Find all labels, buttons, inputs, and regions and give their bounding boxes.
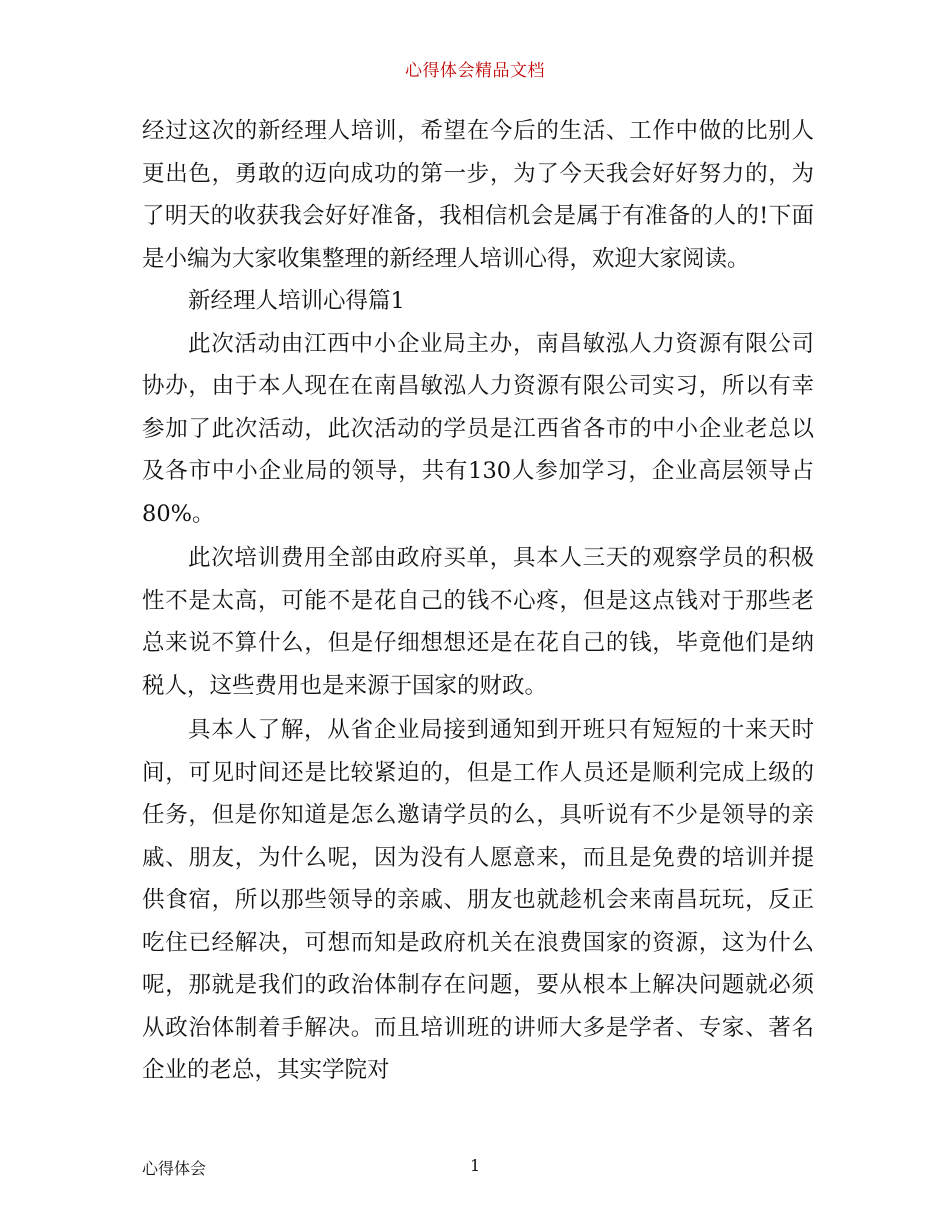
intro-paragraph: 经过这次的新经理人培训，希望在今后的生活、工作中做的比别人更出色，勇敢的迈向成功的第一步，为了今天我会好好努力的，为了明天的收获我会好好准备，我相信机会是属于有准备的人的!下面是小编为大家收集整理的新经理人培训心得，欢迎大家阅读。 — [142, 118, 814, 272]
body-paragraph: 具本人了解，从省企业局接到通知到开班只有短短的十来天时间，可见时间还是比较紧迫的，但是工作人员还是顺利完成上级的任务，但是你知道是怎么邀请学员的么，具听说有不少是领导的亲戚、朋友，为什么呢，因为没有人愿意来，而且是免费的培训并提供食宿，所以那些领导的亲戚、朋友也就趁机会来南昌玩玩，反正吃住已经解决，可想而知是政府机关在浪费国家的资源，这为什么呢，那就是我们的政治体制存在问题，要从根本上解决问题就必须从政治体制着手解决。而且培训班的讲师大多是学者、专家、著名企业的老总，其实学院对 — [142, 717, 814, 1083]
document-body — [142, 110, 814, 1092]
page-header-title: 心得体会精品文档 — [405, 61, 545, 81]
page-footer-label: 心得体会 — [142, 1159, 207, 1178]
body-paragraph: 此次培训费用全部由政府买单，具本人三天的观察学员的积极性不是太高，可能不是花自己的钱不心疼，但是这点钱对于那些老总来说不算什么，但是仔细想想还是在花自己的钱，毕竟他们是纳税人，这些费用也是来源于国家的财政。 — [142, 545, 814, 699]
section-heading: 新经理人培训心得篇1 — [188, 288, 405, 314]
page-number: 1 — [470, 1156, 481, 1175]
body-paragraph: 此次活动由江西中小企业局主办，南昌敏泓人力资源有限公司协办，由于本人现在在南昌敏泓人力资源有限公司实习，所以有幸参加了此次活动，此次活动的学员是江西省各市的中小企业老总以及各市中小企业局的领导，共有130人参加学习，企业高层领导占80%。 — [142, 330, 814, 527]
